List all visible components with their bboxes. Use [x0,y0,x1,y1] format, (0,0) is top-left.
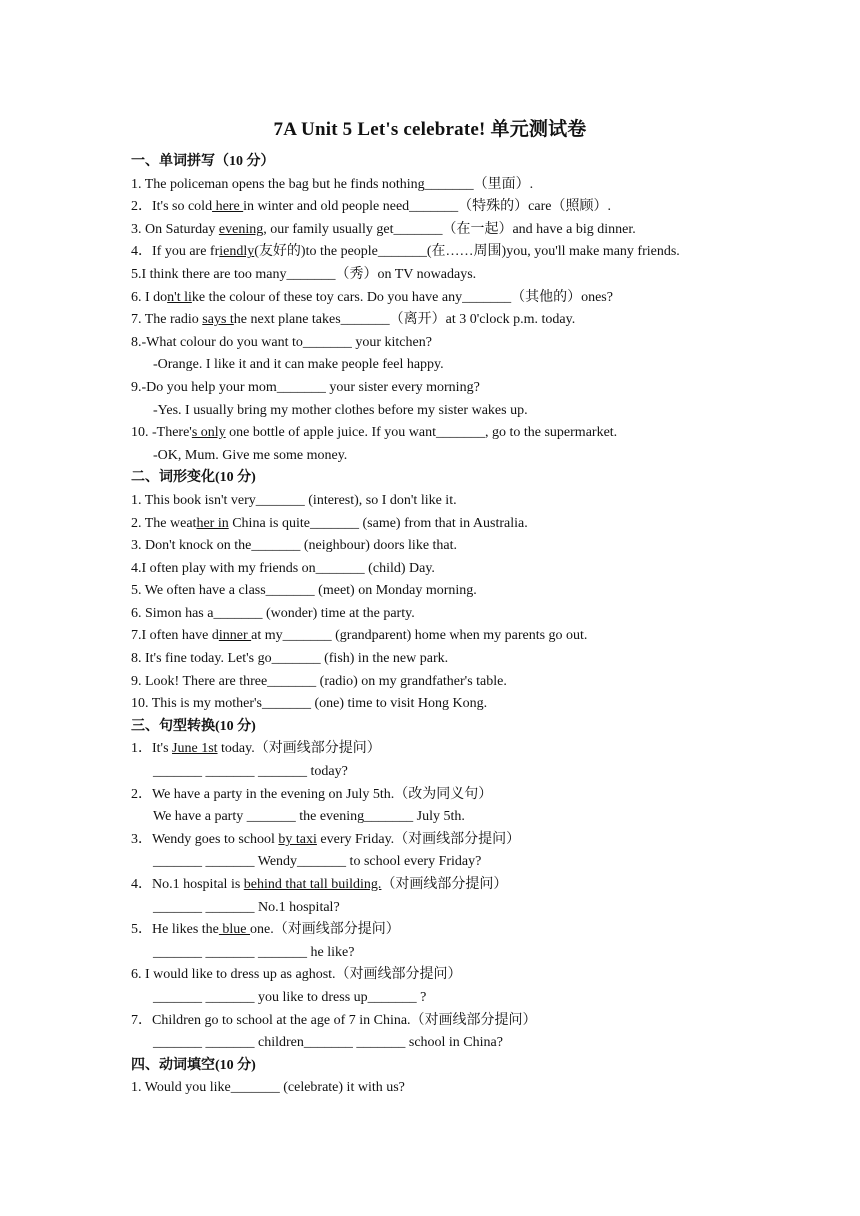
underlined-text: inner [218,628,252,644]
question-line [131,219,811,242]
line-text: 9. Look! There are three_______ (radio) on my grandfather's table. [131,673,507,689]
question-line [131,196,811,219]
line-text: 4.I often play with my friends on_______ (child) Day. [131,560,435,576]
underlined-text: her in [196,515,229,531]
line-text: 三、句型转换(10 分) [131,718,256,734]
page-title: 7A Unit 5 Let's celebrate! 单元测试卷 [273,119,587,140]
section-heading [131,467,811,490]
question-line [131,400,811,423]
line-text: _______ _______ No.1 hospital? [153,899,340,915]
line-text: 4．No.1 hospital is [131,877,244,892]
line-text: _______ _______ _______ today? [153,764,348,780]
underlined-text: by taxi [278,831,317,847]
question-line [131,919,811,942]
line-text: _______ _______ Wendy_______ to school every Friday? [153,854,482,870]
line-text: 1．It's [131,741,173,757]
line-text: 10. This is my mother's_______ (one) time to visit Hong Kong. [131,696,488,712]
line-text: 8.-What colour do you want to_______ your kitchen? [131,334,432,350]
question-line [131,897,811,920]
line-text: 5.I think there are too many_______（秀）on TV nowadays. [131,266,477,282]
question-line [131,964,811,987]
question-line [131,558,811,581]
worksheet-content [131,151,811,1100]
question-line [131,580,811,603]
question-line [131,445,811,468]
question-line [131,738,811,761]
underlined-text: n't li [167,289,192,305]
line-text: _______ _______ _______ he like? [153,944,355,960]
question-line [131,174,811,197]
line-text: every Friday.（对画线部分提问） [316,831,521,847]
question-line [131,422,811,445]
line-text: 1. Would you like_______ (celebrate) it with us? [131,1080,405,1096]
line-text: 2．It's so cold [131,199,213,215]
section-heading [131,1055,811,1078]
line-text: one bottle of apple juice. If you want_______, go to the supermarket. [225,425,618,441]
line-text: , our family usually get_______（在一起）and have a big dinner. [263,221,636,237]
line-text: 一、单词拼写（10 分） [131,154,275,169]
question-line [131,829,811,852]
question-line [131,513,811,536]
question-line [131,535,811,558]
underlined-text: s only [191,425,226,441]
line-text: 6. I do [131,289,168,305]
line-text: 5．He likes the [131,922,219,938]
question-line [131,625,811,648]
question-line [131,648,811,671]
question-line [131,942,811,965]
line-text: 4．If you are fr [131,244,220,260]
line-text: 3．Wendy goes to school [131,831,279,847]
line-text: 1. This book isn't very_______ (interest), so I don't like it. [131,492,457,508]
line-text: 3. Don't knock on the_______ (neighbour) doors like that. [131,538,458,554]
question-line [131,874,811,897]
line-text: today.（对画线部分提问） [217,741,381,757]
line-text: China is quite_______ (same) from that in Australia. [228,515,528,531]
line-text: -Orange. I like it and it can make people feel happy. [153,357,444,373]
line-text: 8. It's fine today. Let's go_______ (fish) in the new park. [131,651,449,667]
question-line [131,784,811,807]
line-text: 四、动词填空(10 分) [131,1057,256,1073]
underlined-text: June 1st [172,741,218,757]
line-text: 9.-Do you help your mom_______ your sister every morning? [131,379,480,395]
question-line [131,603,811,626]
line-text: 3. On Saturday [131,221,219,237]
line-text: -Yes. I usually bring my mother clothes before my sister wakes up. [153,402,528,418]
section-heading [131,151,811,174]
line-text: _______ _______ you like to dress up_______ ? [153,989,427,1005]
question-line [131,287,811,310]
line-text: 7. The radio [131,312,203,328]
line-text: （对画线部分提问） [381,877,508,892]
line-text: We have a party _______ the evening_______ July 5th. [153,809,465,825]
question-line [131,1077,811,1100]
line-text: (友好的)to the people_______(在……周围)you, you'll make many friends. [254,244,680,260]
line-text: 6. I would like to dress up as aghost.（对画线部分提问） [131,967,462,983]
underlined-text: evening [218,221,264,237]
line-text: 2. The weat [131,515,197,531]
line-text: 7．Children go to school at the age of 7 in China.（对画线部分提问） [131,1012,537,1028]
underlined-text: iendly [219,244,255,260]
question-line [131,987,811,1010]
line-text: _______ _______ children_______ _______ school in China? [153,1035,503,1051]
line-text: at my_______ (grandparent) home when my parents go out. [251,628,588,644]
line-text: he next plane takes_______（离开）at 3 0'clock p.m. today. [233,312,576,328]
underlined-text: blue [218,922,250,938]
line-text: 6. Simon has a_______ (wonder) time at the party. [131,605,415,621]
question-line [131,264,811,287]
question-line [131,354,811,377]
question-line [131,806,811,829]
question-line [131,1010,811,1033]
line-text: 二、词形变化(10 分) [131,470,256,486]
question-line [131,693,811,716]
line-text: 5. We often have a class_______ (meet) on Monday morning. [131,583,477,599]
underlined-text: here [212,199,244,215]
line-text: one.（对画线部分提问） [249,922,400,938]
line-text: 7.I often have d [131,628,219,644]
line-text: 1. The policeman opens the bag but he finds nothing_______（里面）. [131,176,534,192]
underlined-text: says t [202,312,234,328]
question-line [131,377,811,400]
line-text: 2．We have a party in the evening on July 5th.（改为同义句） [131,786,493,802]
question-line [131,1032,811,1055]
question-line [131,241,811,264]
section-heading [131,716,811,739]
question-line [131,490,811,513]
question-line [131,851,811,874]
question-line [131,761,811,784]
line-text: ke the colour of these toy cars. Do you have any_______（其他的）ones? [191,289,613,305]
underlined-text: behind that tall building. [243,877,382,892]
question-line [131,671,811,694]
line-text: in winter and old people need_______（特殊的）care（照顾）. [243,199,611,215]
line-text: -OK, Mum. Give me some money. [153,447,348,463]
line-text: 10. -There' [131,425,192,441]
question-line [131,332,811,355]
question-line [131,309,811,332]
